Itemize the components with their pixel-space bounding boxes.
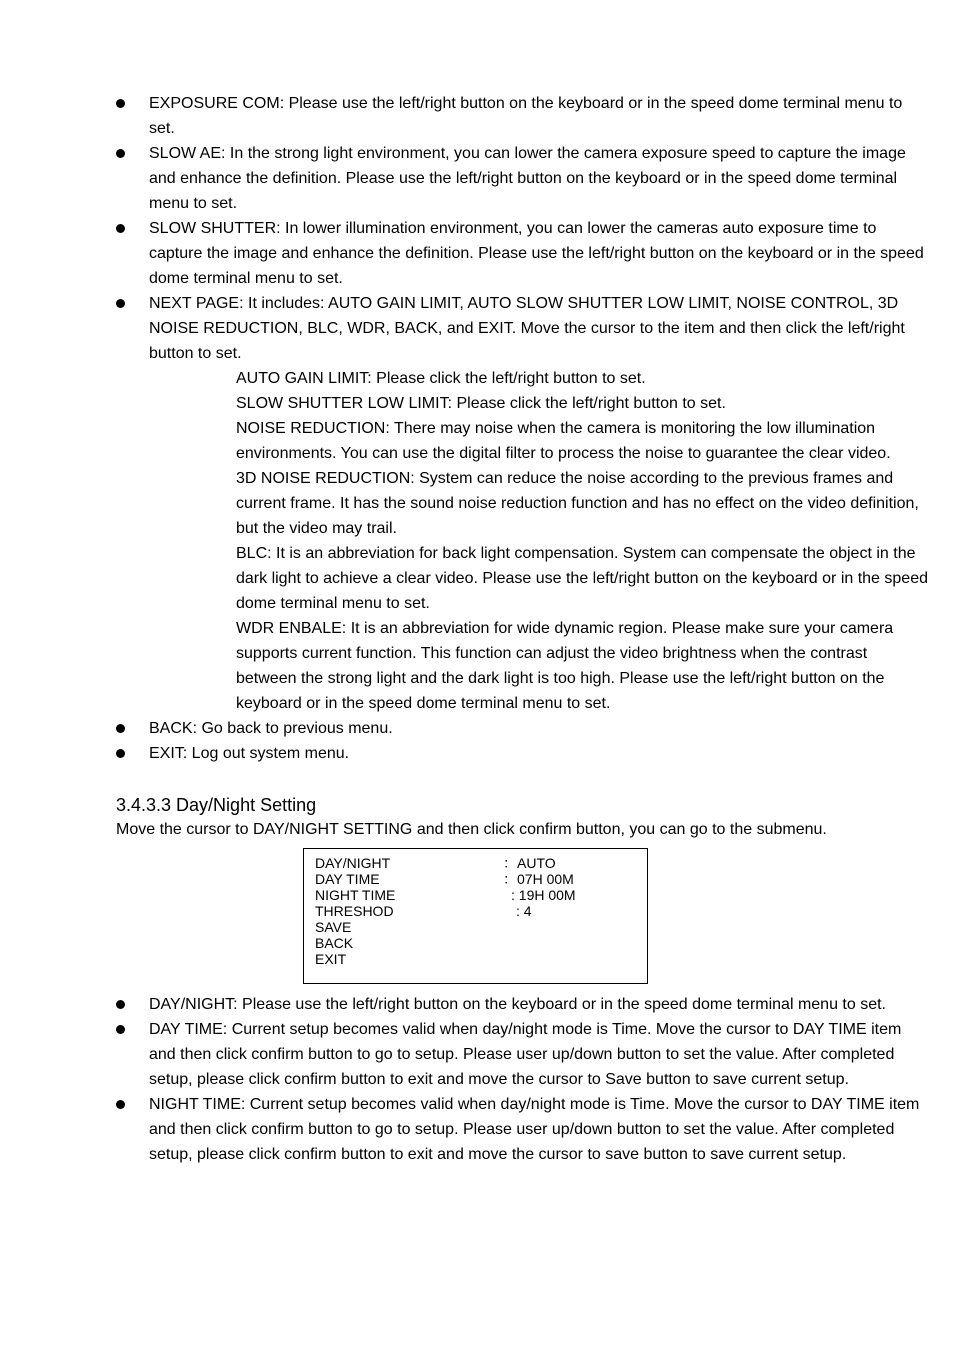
- bullet-dot-icon: [116, 149, 125, 158]
- menu-value-night-time: : 19H 00M: [511, 887, 576, 903]
- menu-item-back: BACK: [315, 935, 354, 951]
- sub-item-slow-shutter-low-limit: SLOW SHUTTER LOW LIMIT: Please click the left/right button to set.: [236, 395, 726, 412]
- bullet-text: NIGHT TIME: Current setup becomes valid when day/night mode is Time. Move the cursor to DAY TIME item and then click confirm button to go to setup. Please user up/down button to set the value. After completed setup, please click confirm button to exit and move the cursor to save button to save current setup.: [149, 1096, 920, 1163]
- bullet-text: DAY TIME: Current setup becomes valid when day/night mode is Time. Move the cursor to DAY TIME item and then click confirm button to go to setup. Please user up/down button to set the value. After completed setup, please click confirm button to exit and move the cursor to Save button to save current setup.: [149, 1021, 902, 1088]
- bullet-text: SLOW AE: In the strong light environment, you can lower the camera exposure speed to capture the image and enhance the definition. Please use the left/right button on the keyboard or in the speed dome terminal menu to set.: [149, 145, 906, 212]
- menu-value-threshod: : 4: [516, 903, 532, 919]
- bullet-dot-icon: [116, 749, 125, 758]
- bullet-text: DAY/NIGHT: Please use the left/right button on the keyboard or in the speed dome terminal menu to set.: [149, 996, 886, 1013]
- bullet-slow-shutter: [0, 216, 954, 291]
- mid-bullet-list: [0, 716, 954, 766]
- section-intro: Move the cursor to DAY/NIGHT SETTING and then click confirm button, you can go to the submenu.: [116, 821, 827, 838]
- bullet-slow-ae: [0, 141, 954, 216]
- bullet-next-page: [0, 291, 954, 366]
- sub-item-noise-reduction: NOISE REDUCTION: There may noise when the camera is monitoring the low illumination environments. You can use the digital filter to process the noise to guarantee the clear video.: [236, 420, 891, 462]
- bullet-dot-icon: [116, 1100, 125, 1109]
- bullet-dot-icon: [116, 1025, 125, 1034]
- day-night-menu-box: [303, 848, 648, 984]
- bullet-text: NEXT PAGE: It includes: AUTO GAIN LIMIT, AUTO SLOW SHUTTER LOW LIMIT, NOISE CONTROL, 3D NOISE REDUCTION, BLC, WDR, BACK, and EXIT. Move the cursor to the item and then click the left/right button to set.: [149, 295, 905, 362]
- bullet-text: SLOW SHUTTER: In lower illumination environment, you can lower the cameras auto exposure time to capture the image and enhance the definition. Please use the left/right button on the keyboard or in the speed dome terminal menu to set.: [149, 220, 924, 287]
- bullet-back: [0, 716, 954, 741]
- sub-item-wdr-enable: WDR ENBALE: It is an abbreviation for wide dynamic region. Please make sure your camera supports current function. This function can adjust the video brightness when the contrast between the strong light and the dark light is too high. Please use the left/right button on the keyboard or in the speed dome terminal menu to set.: [236, 620, 894, 712]
- sub-item-blc: BLC: It is an abbreviation for back light compensation. System can compensate the object in the dark light to achieve a clear video. Please use the left/right button on the keyboard or in the speed dome terminal menu to set.: [236, 545, 928, 612]
- menu-item-save: SAVE: [315, 919, 352, 935]
- bullet-exposure-com: [0, 91, 954, 141]
- bullet-exit: [0, 741, 954, 766]
- next-page-sub-items: [0, 366, 954, 716]
- bullet-dot-icon: [116, 724, 125, 733]
- bullet-night-time: [0, 1092, 954, 1167]
- menu-label-threshod: THRESHOD: [315, 903, 394, 919]
- bullet-text: EXIT: Log out system menu.: [149, 745, 350, 762]
- menu-value-day-night: ：AUTO: [503, 855, 556, 871]
- menu-label-day-time: DAY TIME: [315, 871, 380, 887]
- menu-item-exit: EXIT: [315, 951, 347, 967]
- bullet-dot-icon: [116, 1000, 125, 1009]
- menu-label-night-time: NIGHT TIME: [315, 887, 396, 903]
- bullet-text: BACK: Go back to previous menu.: [149, 720, 393, 737]
- menu-value-day-time: ：07H 00M: [503, 871, 574, 887]
- sub-item-auto-gain-limit: AUTO GAIN LIMIT: Please click the left/right button to set.: [236, 370, 646, 387]
- bullet-dot-icon: [116, 99, 125, 108]
- sub-item-3d-noise-reduction: 3D NOISE REDUCTION: System can reduce the noise according to the previous frames and current frame. It has the sound noise reduction function and has no effect on the video definition, but the video may trail.: [236, 470, 919, 537]
- section-heading: 3.4.3.3 Day/Night Setting: [116, 795, 317, 815]
- top-bullet-list: [0, 91, 954, 366]
- bullet-text: EXPOSURE COM: Please use the left/right button on the keyboard or in the speed dome terminal menu to set.: [149, 95, 903, 137]
- menu-label-day-night: DAY/NIGHT: [315, 855, 391, 871]
- bullet-day-night: [0, 992, 954, 1017]
- bullet-dot-icon: [116, 224, 125, 233]
- bullet-day-time: [0, 1017, 954, 1092]
- bullet-dot-icon: [116, 299, 125, 308]
- bottom-bullet-list: [0, 992, 954, 1167]
